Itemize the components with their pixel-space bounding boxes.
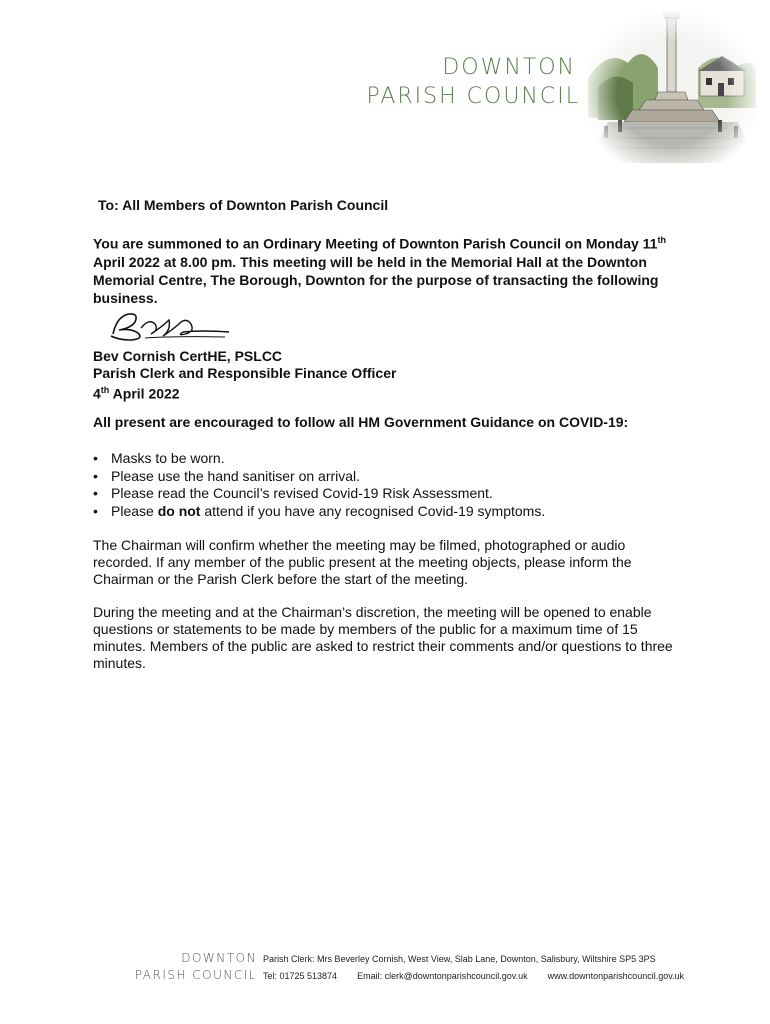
list-item-text: Please use the hand sanitiser on arrival. (111, 467, 361, 484)
bullet: • (93, 485, 98, 501)
public-participation-paragraph: During the meeting and at the Chairman’s discretion, the meeting will be opened to enable questions or statements to be made by members of the public for a maximum time of 15 minutes. Members of the public are asked to restrict their comments and/or questions to three minutes. (93, 604, 673, 671)
meeting-summons (93, 231, 668, 307)
list-item-emphasis: do not (157, 502, 201, 519)
list-item (93, 503, 545, 521)
list-item-text-a: Please (111, 502, 158, 519)
list-item-text: Please read the Council’s revised Covid-19 Risk Assessment. (111, 485, 493, 501)
market-cross-illustration (588, 8, 756, 163)
list-item-text: Masks to be worn. (111, 450, 225, 466)
summons-ordinal: th (657, 235, 666, 245)
bullet: • (93, 450, 98, 466)
date-ordinal: th (100, 385, 110, 395)
footer-address: Parish Clerk: Mrs Beverley Cornish, West View, Slab Lane, Downton, Salisbury, Wiltshire SP5 3PS (263, 954, 656, 964)
list-item (93, 468, 545, 486)
clerk-signature (105, 306, 235, 346)
bullet: • (93, 502, 98, 519)
footer-logo (135, 950, 257, 984)
signatory-role: Parish Clerk and Responsible Finance Officer (93, 365, 397, 381)
covid-guidance-list (93, 450, 545, 520)
footer-contact-line (263, 968, 684, 985)
footer-tel: Tel: 01725 513874 (263, 971, 338, 981)
list-item-text-b: attend if you have any recognised Covid-19 symptoms. (200, 502, 546, 519)
council-logo (340, 53, 580, 111)
footer-logo-line1: DOWNTON (181, 951, 257, 965)
footer-email: Email: clerk@downtonparishcouncil.gov.uk (357, 971, 528, 981)
signatory-name: Bev Cornish CertHE, PSLCC (93, 348, 283, 364)
date-day: 4 (93, 385, 101, 402)
logo-line-downton: DOWNTON (442, 55, 576, 80)
bullet: • (93, 467, 98, 484)
footer-website: www.downtonparishcouncil.gov.uk (547, 971, 685, 981)
filming-paragraph: The Chairman will confirm whether the meeting may be filmed, photographed or audio recorded. If any member of the public present at the meeting objects, please inform the Chairman or the Parish Clerk before the start of the meeting. (93, 537, 632, 587)
letterhead-footer (133, 950, 685, 990)
list-item (93, 485, 545, 503)
footer-logo-line2: PARISH COUNCIL (134, 968, 257, 982)
summons-text-part1: You are summoned to an Ordinary Meeting of Downton Parish Council on Monday 11 (93, 235, 658, 252)
letter-date (93, 382, 396, 403)
recipient-line: To: All Members of Downton Parish Council (98, 197, 389, 213)
signature-block (93, 348, 396, 403)
list-item (93, 450, 545, 468)
covid-guidance-heading: All present are encouraged to follow all HM Government Guidance on COVID-19: (93, 414, 629, 430)
date-month-year: April 2022 (109, 385, 180, 402)
summons-text-part2: April 2022 at 8.00 pm. This meeting will be held in the Memorial Hall at the Downton Memorial Centre, The Borough, Downton for the purpose of transacting the following business. (93, 253, 659, 306)
footer-contact (263, 951, 684, 985)
logo-line-parish-council: PARISH COUNCIL (366, 84, 580, 109)
